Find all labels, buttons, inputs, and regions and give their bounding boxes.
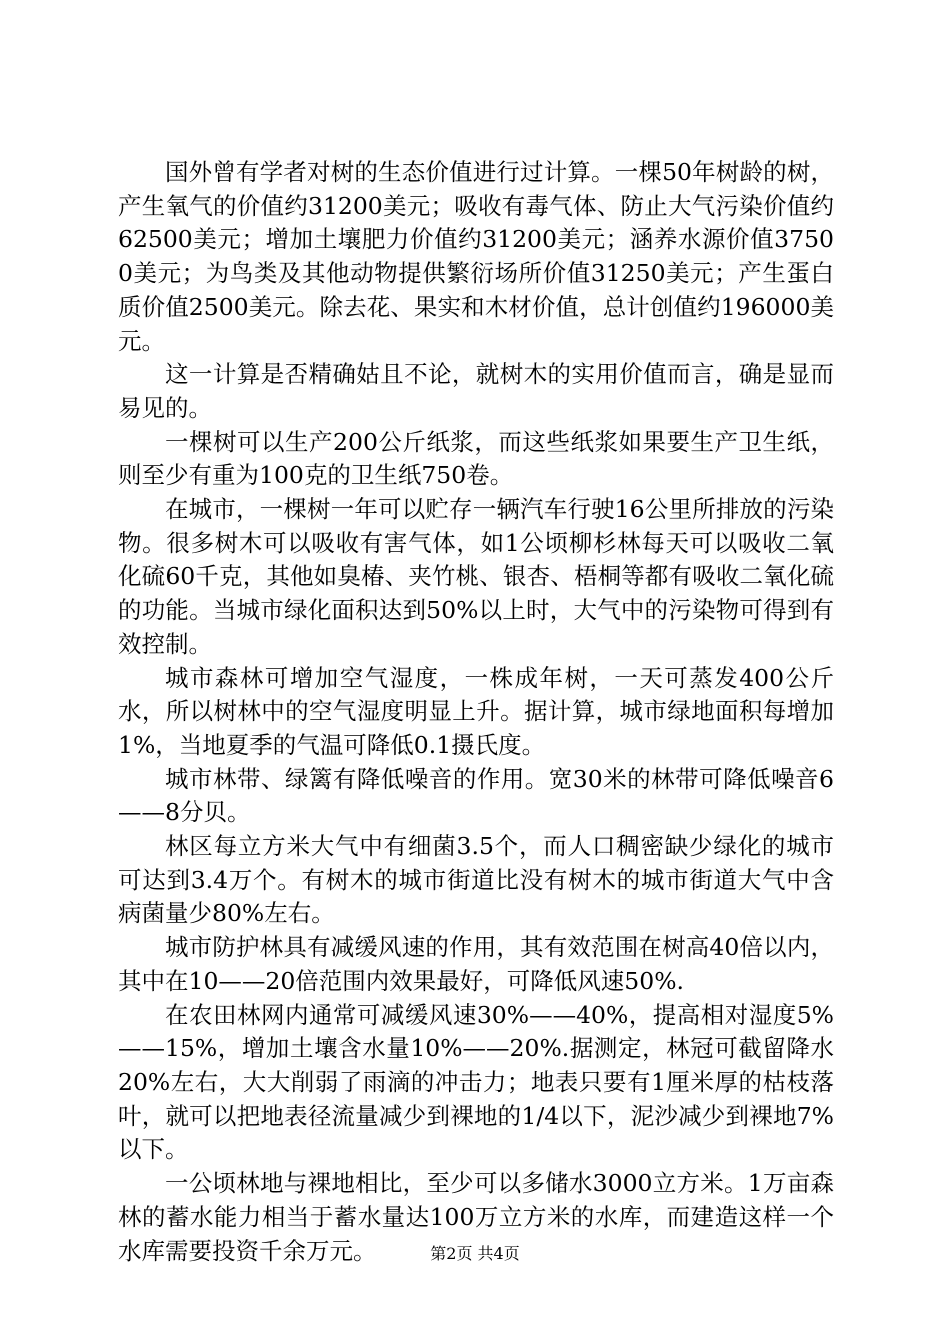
paragraph-urban-pollutants: 在城市，一棵树一年可以贮存一辆汽车行驶16公里所排放的污染物。很多树木可以吸收有害气体，如1公顷柳杉林每天可以吸收二氧化硫60千克，其他如臭椿、夹竹桃、银杏、梧桐等都有吸收二氧化硫的功能。当城市绿化面积达到50%以上时，大气中的污染物可得到有效控制。 (118, 495, 834, 658)
paragraph-bacteria: 林区每立方米大气中有细菌3.5个，而人口稠密缺少绿化的城市可达到3.4万个。有树木的城市街道比没有树木的城市街道大气中含病菌量少80%左右。 (118, 832, 834, 928)
paragraph-noise-reduction: 城市林带、绿篱有降低噪音的作用。宽30米的林带可降低噪音6——8分贝。 (118, 764, 834, 827)
paragraph-farmland-network: 在农田林网内通常可减缓风速30%——40%，提高相对湿度5%——15%，增加土壤含水量10%——20%.据测定，林冠可截留降水20%左右，大大削弱了雨滴的冲击力；地表只要有1厘米厚的枯枝落叶，就可以把地表径流量减少到裸地的1/4以下，泥沙减少到裸地7%以下。 (118, 1000, 834, 1164)
document-body (118, 156, 834, 1268)
paragraph-practical-value: 这一计算是否精确姑且不论，就树木的实用价值而言，确是显而易见的。 (118, 360, 834, 422)
paragraph-air-humidity: 城市森林可增加空气湿度，一株成年树，一天可蒸发400公斤水，所以树林中的空气湿度明显上升。据计算，城市绿地面积每增加1%，当地夏季的气温可降低0.1摄氏度。 (118, 663, 834, 759)
paragraph-paper-pulp: 一棵树可以生产200公斤纸浆，而这些纸浆如果要生产卫生纸，则至少有重为100克的卫生纸750卷。 (118, 427, 834, 490)
paragraph-water-storage: 一公顷林地与裸地相比，至少可以多储水3000立方米。1万亩森林的蓄水能力相当于蓄水量达100万立方米的水库，而建造这样一个水库需要投资千余万元。 (118, 1169, 834, 1265)
page-number-footer: 第2页 共4页 (430, 1244, 520, 1263)
paragraph-tree-ecological-value: 国外曾有学者对树的生态价值进行过计算。一棵50年树龄的树，产生氧气的价值约31200美元；吸收有毒气体、防止大气污染价值约62500美元；增加土壤肥力价值约31200美元；涵养水源价值37500美元；为鸟类及其他动物提供繁衍场所价值31250美元；产生蛋白质价值2500美元。除去花、果实和木材价值，总计创值约196000美元。 (118, 158, 834, 355)
paragraph-windbreak: 城市防护林具有减缓风速的作用，其有效范围在树高40倍以内，其中在10——20倍范围内效果最好，可降低风速50%. (118, 933, 834, 995)
